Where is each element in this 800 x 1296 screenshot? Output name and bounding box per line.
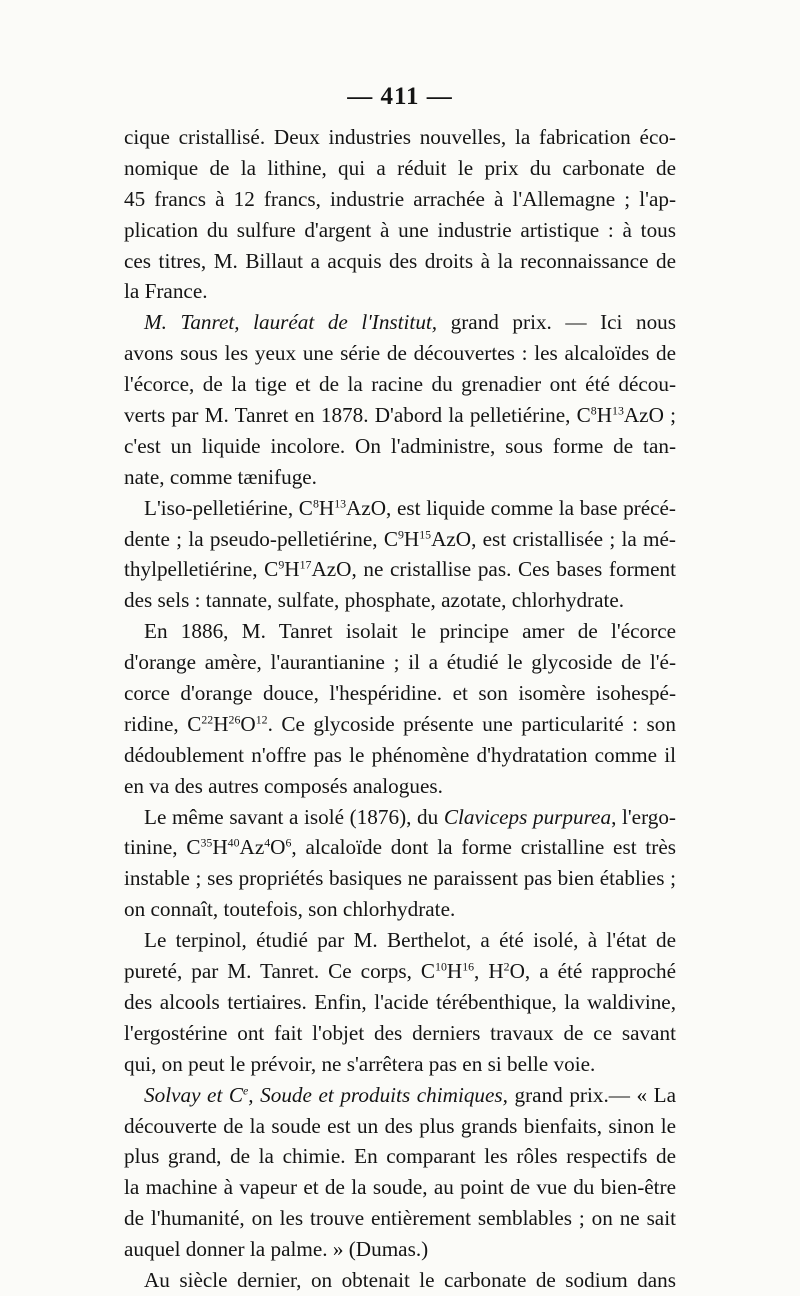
text-line: des alcools tertiaires. Enfin, l'acide térébenthique, la waldivine, — [124, 989, 676, 1014]
text-line: Le terpinol, étudié par M. Berthelot, a été isolé, à l'état de — [144, 928, 676, 953]
text-line: M. Tanret, lauréat de l'Institut, grand prix. — Ici nous — [144, 310, 677, 335]
text-line: corce d'orange douce, l'hespéridine. et son isomère isohespé- — [124, 681, 676, 706]
text-line: nomique de la lithine, qui a réduit le prix du carbonate de — [124, 155, 676, 180]
text-line: l'ergostérine ont fait l'objet des derniers travaux de ce savant — [124, 1020, 676, 1045]
text-line: En 1886, M. Tanret isolait le principe amer de l'écorce — [144, 619, 676, 644]
text-line: 45 francs à 12 francs, industrie arrachée à l'Allemagne ; l'ap- — [124, 186, 676, 211]
text-line: thylpelletiérine, $C^9H^{17}AzO$, ne cristallise pas. Ces bases forment — [124, 557, 677, 582]
text-line: d'orange amère, l'aurantianine ; il a étudié le glycoside de l'é- — [124, 650, 676, 675]
text-line: instable ; ses propriétés basiques ne paraissent pas bien établies ; — [124, 866, 676, 891]
text-line: nate, comme tænifuge. — [124, 464, 317, 489]
text-line: avons sous les yeux une série de découvertes : les alcaloïdes de — [124, 341, 676, 366]
text-line: ces titres, M. Billaut a acquis des droits à la reconnaissance de — [124, 248, 676, 273]
text-line: verts par M. Tanret en 1878. D'abord la pelletiérine, $C^8H^{13}AzO$ ; — [124, 403, 676, 428]
text-line: plus grand, de la chimie. En comparant les rôles respectifs de — [124, 1144, 676, 1169]
text-line: plication du sulfure d'argent à une industrie artistique : à tous — [124, 217, 676, 242]
text-line: l'écorce, de la tige et de la racine du grenadier ont été décou- — [124, 372, 676, 397]
text-line: en va des autres composés analogues. — [124, 773, 443, 798]
text-line: Au siècle dernier, on obtenait le carbonate de sodium dans — [144, 1267, 676, 1292]
text-line: découverte de la soude est un des plus grands bienfaits, sinon le — [124, 1113, 676, 1138]
body-text — [124, 122, 676, 1296]
text-line: ridine, $C^{22}H^{26}O^{12}$. Ce glycoside présente une particularité : son — [124, 711, 676, 736]
text-line: c'est un liquide incolore. On l'administre, sous forme de tan- — [124, 433, 676, 458]
text-line: Le même savant a isolé (1876), du Claviceps purpurea, l'ergo- — [144, 804, 676, 829]
text-line: qui, on peut le prévoir, ne s'arrêtera pas en si belle voie. — [124, 1051, 596, 1076]
text-line: cique cristallisé. Deux industries nouvelles, la fabrication éco- — [124, 125, 676, 149]
text-line: Solvay et Ce, Soude et produits chimiques, grand prix.— « La — [144, 1082, 677, 1107]
text-line: auquel donner la palme. » (Dumas.) — [124, 1237, 429, 1262]
text-line: L'iso-pelletiérine, $C^8H^{13}AzO$, est liquide comme la base précé- — [144, 495, 676, 520]
text-line: la France. — [124, 279, 208, 304]
page-number: — 411 — — [347, 83, 453, 110]
text-line: dédoublement n'offre pas le phénomène d'hydratation comme il — [124, 742, 676, 767]
text-line: de l'humanité, on les trouve entièrement semblables ; on ne sait — [124, 1206, 676, 1231]
text-line: la machine à vapeur et de la soude, au point de vue du bien-être — [124, 1175, 676, 1200]
text-line: on connaît, toutefois, son chlorhydrate. — [124, 897, 456, 922]
text-line: dente ; la pseudo-pelletiérine, $C^9H^{15}AzO$, est cristallisée ; la mé- — [124, 526, 676, 551]
text-line: pureté, par M. Tanret. Ce corps, $C^{10}H^{16}$, $H^2O$, a été rapproché — [124, 959, 676, 984]
text-line: des sels : tannate, sulfate, phosphate, azotate, chlorhydrate. — [124, 588, 625, 613]
text-line: tinine, $C^{35}H^{40}Az^4O^6$, alcaloïde dont la forme cristalline est très — [124, 835, 676, 860]
